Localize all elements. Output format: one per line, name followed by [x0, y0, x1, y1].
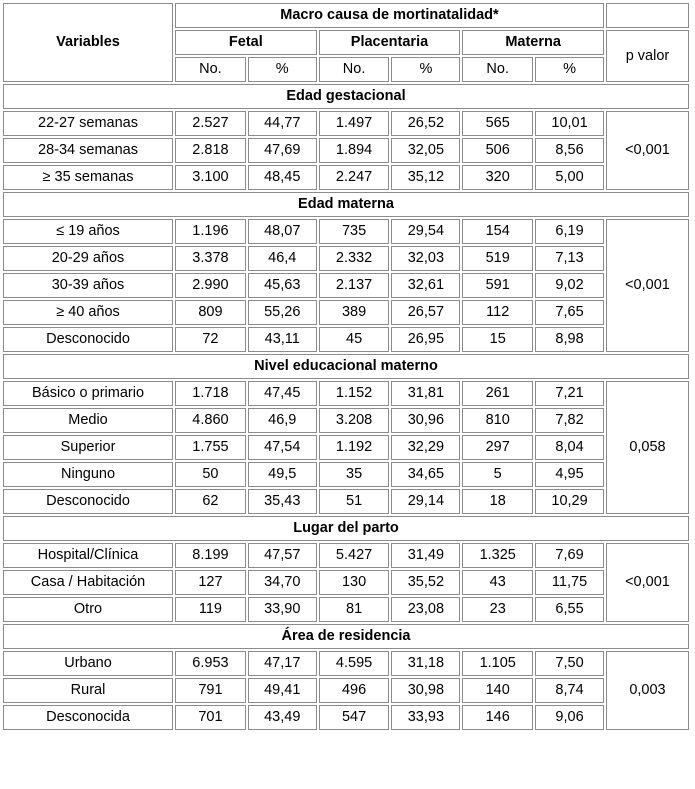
cell-percent: 26,57	[391, 300, 460, 325]
header-group-placentaria: Placentaria	[319, 30, 461, 55]
cell-percent: 26,52	[391, 111, 460, 136]
cell-count: 2.247	[319, 165, 390, 190]
cell-percent: 46,9	[248, 408, 317, 433]
cell-percent: 46,4	[248, 246, 317, 271]
row-label: Desconocido	[3, 489, 173, 514]
row-label: Ninguno	[3, 462, 173, 487]
cell-percent: 29,14	[391, 489, 460, 514]
row-label: Hospital/Clínica	[3, 543, 173, 568]
cell-percent: 35,43	[248, 489, 317, 514]
cell-percent: 30,96	[391, 408, 460, 433]
table-row	[3, 138, 689, 163]
cell-percent: 31,18	[391, 651, 460, 676]
cell-percent: 7,21	[535, 381, 604, 406]
cell-percent: 7,69	[535, 543, 604, 568]
cell-percent: 43,49	[248, 705, 317, 730]
cell-percent: 48,45	[248, 165, 317, 190]
cell-count: 389	[319, 300, 390, 325]
header-group-materna: Materna	[462, 30, 604, 55]
cell-count: 1.325	[462, 543, 533, 568]
section-title: Lugar del parto	[3, 516, 689, 541]
table-row	[3, 651, 689, 676]
cell-count: 1.718	[175, 381, 246, 406]
cell-count: 154	[462, 219, 533, 244]
row-label: Urbano	[3, 651, 173, 676]
cell-count: 2.332	[319, 246, 390, 271]
cell-count: 2.137	[319, 273, 390, 298]
cell-count: 3.208	[319, 408, 390, 433]
cell-percent: 34,65	[391, 462, 460, 487]
cell-percent: 7,50	[535, 651, 604, 676]
row-label: Básico o primario	[3, 381, 173, 406]
p-value: 0,003	[606, 651, 689, 730]
cell-count: 8.199	[175, 543, 246, 568]
header-variables: Variables	[3, 3, 173, 82]
cell-count: 506	[462, 138, 533, 163]
p-value: <0,001	[606, 111, 689, 190]
table-row	[3, 111, 689, 136]
cell-percent: 32,03	[391, 246, 460, 271]
cell-count: 1.894	[319, 138, 390, 163]
cell-count: 1.192	[319, 435, 390, 460]
header-row-1	[3, 3, 689, 28]
mortinatality-table	[1, 1, 691, 732]
header-sub-pct: %	[391, 57, 460, 82]
cell-count: 130	[319, 570, 390, 595]
row-label: Otro	[3, 597, 173, 622]
cell-percent: 23,08	[391, 597, 460, 622]
row-label: 28-34 semanas	[3, 138, 173, 163]
table-row	[3, 300, 689, 325]
cell-percent: 6,19	[535, 219, 604, 244]
cell-count: 127	[175, 570, 246, 595]
cell-percent: 8,04	[535, 435, 604, 460]
cell-percent: 10,29	[535, 489, 604, 514]
cell-percent: 31,81	[391, 381, 460, 406]
row-label: Casa / Habitación	[3, 570, 173, 595]
cell-count: 15	[462, 327, 533, 352]
cell-percent: 8,74	[535, 678, 604, 703]
row-label: 30-39 años	[3, 273, 173, 298]
header-group-fetal: Fetal	[175, 30, 317, 55]
cell-count: 791	[175, 678, 246, 703]
section-title: Edad gestacional	[3, 84, 689, 109]
cell-count: 51	[319, 489, 390, 514]
row-label: Medio	[3, 408, 173, 433]
cell-count: 3.378	[175, 246, 246, 271]
cell-count: 5.427	[319, 543, 390, 568]
cell-percent: 4,95	[535, 462, 604, 487]
section-title-row	[3, 192, 689, 217]
cell-percent: 7,65	[535, 300, 604, 325]
table-row	[3, 678, 689, 703]
section-title-row	[3, 354, 689, 379]
cell-count: 23	[462, 597, 533, 622]
cell-count: 112	[462, 300, 533, 325]
p-value: 0,058	[606, 381, 689, 514]
cell-count: 591	[462, 273, 533, 298]
cell-count: 81	[319, 597, 390, 622]
table-row	[3, 435, 689, 460]
header-sub-no: No.	[175, 57, 246, 82]
cell-percent: 5,00	[535, 165, 604, 190]
table-row	[3, 381, 689, 406]
cell-percent: 33,90	[248, 597, 317, 622]
table-row	[3, 705, 689, 730]
table-row	[3, 570, 689, 595]
row-label: ≤ 19 años	[3, 219, 173, 244]
cell-percent: 35,52	[391, 570, 460, 595]
cell-count: 146	[462, 705, 533, 730]
cell-percent: 49,41	[248, 678, 317, 703]
cell-count: 735	[319, 219, 390, 244]
cell-count: 4.860	[175, 408, 246, 433]
row-label: 22-27 semanas	[3, 111, 173, 136]
row-label: Superior	[3, 435, 173, 460]
cell-percent: 44,77	[248, 111, 317, 136]
section-title: Edad materna	[3, 192, 689, 217]
cell-count: 45	[319, 327, 390, 352]
row-label: ≥ 35 semanas	[3, 165, 173, 190]
row-label: Desconocido	[3, 327, 173, 352]
cell-percent: 30,98	[391, 678, 460, 703]
header-sub-no: No.	[319, 57, 390, 82]
cell-count: 547	[319, 705, 390, 730]
cell-percent: 10,01	[535, 111, 604, 136]
cell-count: 62	[175, 489, 246, 514]
cell-percent: 45,63	[248, 273, 317, 298]
header-p-valor: p valor	[606, 30, 689, 82]
header-macro-cause: Macro causa de mortinatalidad*	[175, 3, 604, 28]
cell-count: 565	[462, 111, 533, 136]
cell-count: 1.105	[462, 651, 533, 676]
row-label: Rural	[3, 678, 173, 703]
cell-count: 809	[175, 300, 246, 325]
table-row	[3, 462, 689, 487]
cell-count: 261	[462, 381, 533, 406]
table-row	[3, 408, 689, 433]
cell-percent: 11,75	[535, 570, 604, 595]
cell-count: 701	[175, 705, 246, 730]
cell-count: 297	[462, 435, 533, 460]
cell-count: 5	[462, 462, 533, 487]
cell-percent: 35,12	[391, 165, 460, 190]
cell-percent: 47,17	[248, 651, 317, 676]
cell-percent: 47,45	[248, 381, 317, 406]
p-value: <0,001	[606, 543, 689, 622]
table-row	[3, 246, 689, 271]
cell-percent: 9,02	[535, 273, 604, 298]
section-title-row	[3, 84, 689, 109]
row-label: ≥ 40 años	[3, 300, 173, 325]
header-sub-no: No.	[462, 57, 533, 82]
header-sub-pct: %	[535, 57, 604, 82]
section-title-row	[3, 516, 689, 541]
cell-count: 50	[175, 462, 246, 487]
cell-percent: 33,93	[391, 705, 460, 730]
section-title: Área de residencia	[3, 624, 689, 649]
row-label: Desconocida	[3, 705, 173, 730]
section-title: Nivel educacional materno	[3, 354, 689, 379]
cell-count: 72	[175, 327, 246, 352]
cell-count: 2.818	[175, 138, 246, 163]
row-label: 20-29 años	[3, 246, 173, 271]
cell-count: 1.755	[175, 435, 246, 460]
cell-percent: 34,70	[248, 570, 317, 595]
cell-percent: 7,13	[535, 246, 604, 271]
cell-count: 2.990	[175, 273, 246, 298]
cell-count: 2.527	[175, 111, 246, 136]
cell-count: 1.152	[319, 381, 390, 406]
table-row	[3, 543, 689, 568]
section-title-row	[3, 624, 689, 649]
cell-count: 18	[462, 489, 533, 514]
cell-percent: 32,29	[391, 435, 460, 460]
cell-percent: 55,26	[248, 300, 317, 325]
cell-percent: 48,07	[248, 219, 317, 244]
cell-count: 810	[462, 408, 533, 433]
table-row	[3, 273, 689, 298]
cell-count: 140	[462, 678, 533, 703]
cell-percent: 32,05	[391, 138, 460, 163]
cell-count: 35	[319, 462, 390, 487]
cell-count: 3.100	[175, 165, 246, 190]
cell-count: 1.497	[319, 111, 390, 136]
cell-percent: 7,82	[535, 408, 604, 433]
p-value: <0,001	[606, 219, 689, 352]
header-blank	[606, 3, 689, 28]
cell-count: 519	[462, 246, 533, 271]
cell-count: 320	[462, 165, 533, 190]
table-row	[3, 489, 689, 514]
cell-percent: 47,69	[248, 138, 317, 163]
cell-count: 496	[319, 678, 390, 703]
table-row	[3, 597, 689, 622]
cell-percent: 43,11	[248, 327, 317, 352]
cell-count: 43	[462, 570, 533, 595]
cell-percent: 8,56	[535, 138, 604, 163]
cell-count: 119	[175, 597, 246, 622]
cell-count: 6.953	[175, 651, 246, 676]
header-sub-pct: %	[248, 57, 317, 82]
cell-percent: 49,5	[248, 462, 317, 487]
cell-count: 4.595	[319, 651, 390, 676]
cell-percent: 32,61	[391, 273, 460, 298]
cell-count: 1.196	[175, 219, 246, 244]
cell-percent: 29,54	[391, 219, 460, 244]
cell-percent: 31,49	[391, 543, 460, 568]
cell-percent: 6,55	[535, 597, 604, 622]
cell-percent: 9,06	[535, 705, 604, 730]
cell-percent: 8,98	[535, 327, 604, 352]
table-row	[3, 165, 689, 190]
cell-percent: 26,95	[391, 327, 460, 352]
cell-percent: 47,54	[248, 435, 317, 460]
table-row	[3, 219, 689, 244]
cell-percent: 47,57	[248, 543, 317, 568]
table-row	[3, 327, 689, 352]
